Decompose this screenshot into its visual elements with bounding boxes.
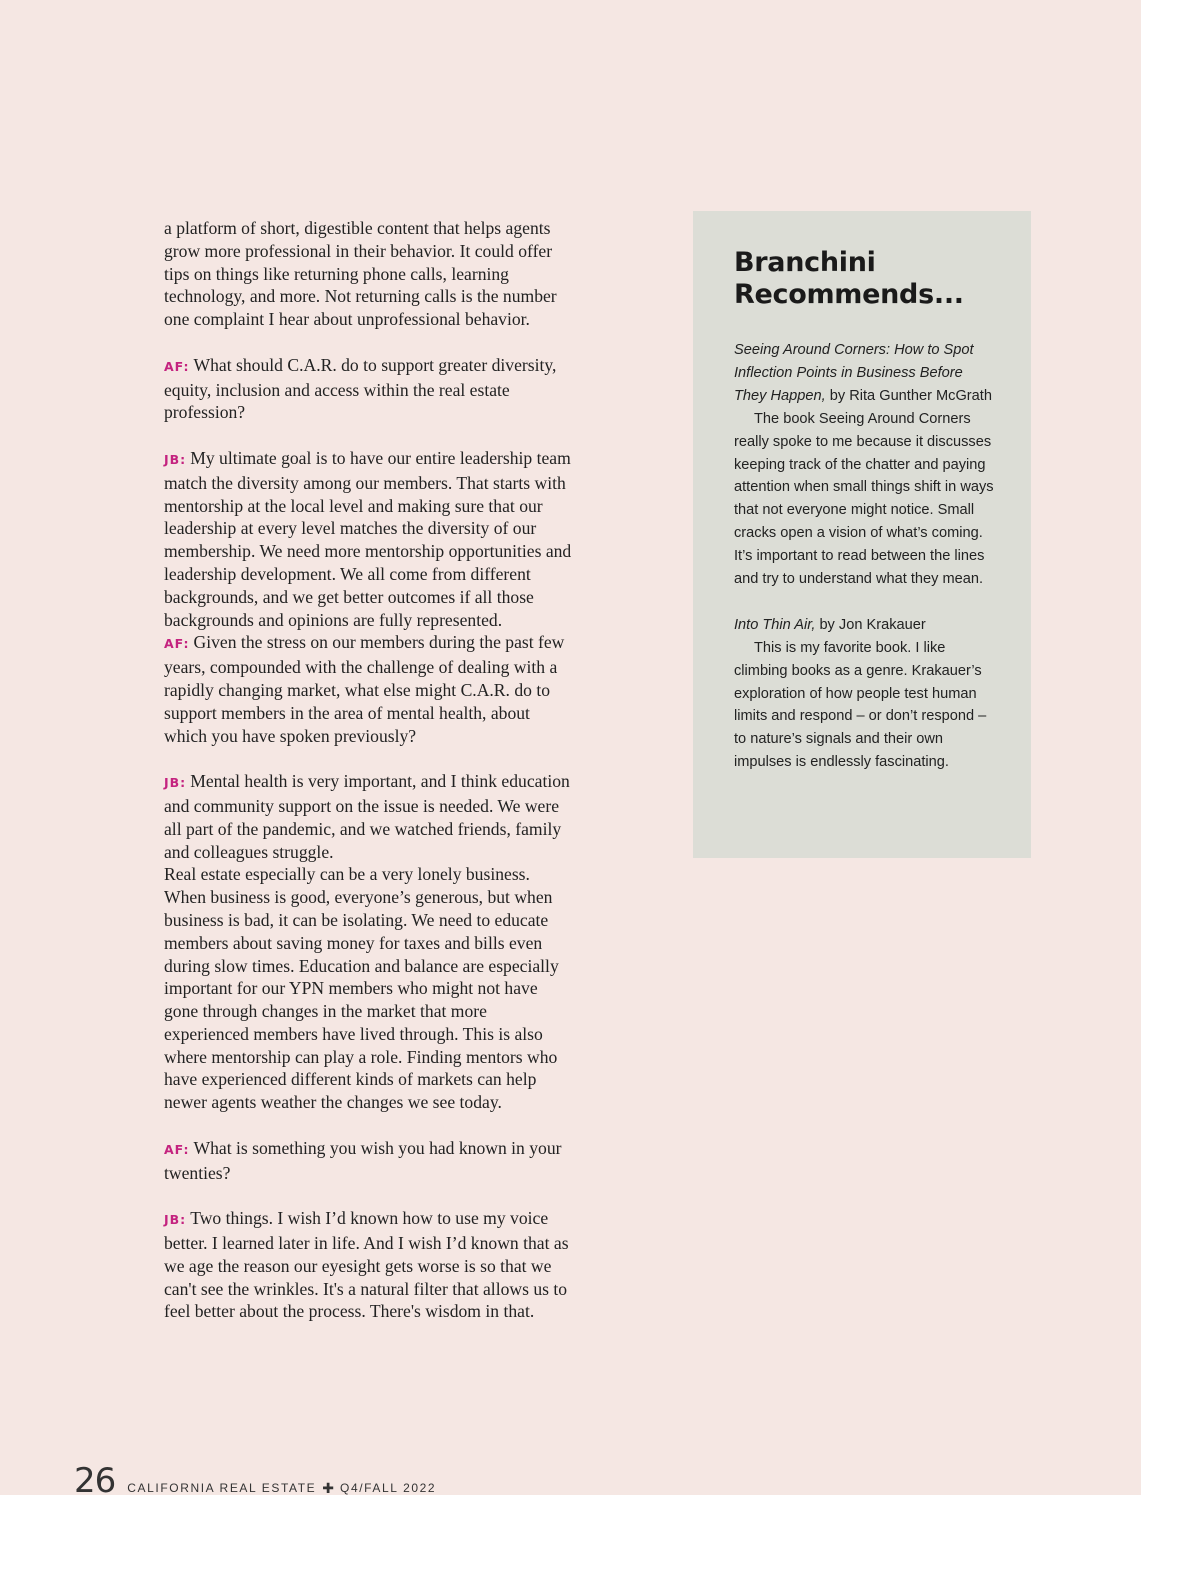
book-citation [734, 339, 999, 408]
qa-question [164, 1137, 574, 1185]
book-title: Seeing Around Corners: How to Spot Inflection Points in Business Before They Happen, [734, 342, 974, 404]
qa-continuation: Real estate especially can be a very lonely business. When business is good, everyone’s generous, but when business is bad, it can be isolating. We need to educate members about saving money for taxes and bills even during slow times. Education and balance are especially important for our YPN members who might not have gone through changes in the market that more experienced members have lived through. This is also where mentorship can play a role. Finding mentors who have experienced different kinds of markets can help newer agents weather the changes we see today. [164, 864, 559, 1113]
speaker-label: AF: [164, 1141, 190, 1157]
qa-answer [164, 770, 574, 863]
speaker-label: JB: [164, 451, 187, 467]
speaker-label: AF: [164, 636, 190, 652]
qa-text: What is something you wish you had known in your twenties? [164, 1137, 562, 1183]
sidebar-title [734, 247, 999, 311]
sidebar-content [734, 247, 999, 774]
qa-answer [164, 447, 574, 631]
qa-question [164, 631, 574, 747]
sidebar-title-line: Recommends... [734, 279, 964, 310]
publication-name: CALIFORNIA REAL ESTATE [127, 1481, 317, 1495]
speaker-label: JB: [164, 1212, 187, 1228]
plus-icon: ✚ [322, 1481, 335, 1497]
qa-answer [164, 1207, 574, 1323]
qa-question [164, 354, 574, 424]
book-title: Into Thin Air, [734, 616, 816, 633]
book-citation [734, 614, 999, 637]
interview-column [164, 217, 574, 1323]
sidebar-title-line: Branchini [734, 247, 876, 278]
book-author: by Rita Gunther McGrath [825, 387, 992, 404]
book-review: The book Seeing Around Corners really spoke to me because it discusses keeping track of the chatter and paying attention when small things shift in ways that not everyone might notice. Small cracks open a vision of what’s coming. It’s important to read between the lines and try to understand what they mean. [734, 410, 994, 588]
book-author: by Jon Krakauer [815, 616, 926, 633]
issue-label: Q4/FALL 2022 [340, 1481, 437, 1495]
qa-text: Given the stress on our members during the past few years, compounded with the challenge of dealing with a rapidly changing market, what else might C.A.R. do to support members in the area of mental health, about which you have spoken previously? [164, 632, 565, 746]
page-number: 26 [74, 1461, 116, 1501]
intro-paragraph: a platform of short, digestible content that helps agents grow more professional in their behavior. It could offer tips on things like returning phone calls, learning technology, and more. Not returning calls is the number one complaint I hear about unprofessional behavior. [164, 218, 557, 330]
recommendations-sidebar [693, 211, 1031, 858]
speaker-label: AF: [164, 358, 190, 374]
qa-text: Two things. I wish I’d known how to use my voice better. I learned later in life. And I wish I’d known that as we age the reason our eyesight gets worse is so that we can't see the wrinkles. It's a natural filter that allows us to feel better about the process. There's wisdom in that. [164, 1208, 569, 1322]
book-review: This is my favorite book. I like climbing books as a genre. Krakauer’s exploration of how people test human limits and respond – or don’t respond – to nature’s signals and their own impulses is endlessly fascinating. [734, 639, 987, 771]
qa-text: My ultimate goal is to have our entire leadership team match the diversity among our members. That starts with mentorship at the local level and making sure that our leadership at every level matches the diversity of our membership. We need more mentorship opportunities and leadership development. We all come from different backgrounds, and we get better outcomes if all those backgrounds and opinions are fully represented. [164, 447, 572, 630]
qa-text: What should C.A.R. do to support greater diversity, equity, inclusion and access within the real estate profession? [164, 354, 557, 423]
qa-text: Mental health is very important, and I think education and community support on the issue is needed. We were all part of the pandemic, and we watched friends, family and colleagues struggle. [164, 771, 570, 862]
page-footer [74, 1461, 437, 1501]
speaker-label: JB: [164, 775, 187, 791]
